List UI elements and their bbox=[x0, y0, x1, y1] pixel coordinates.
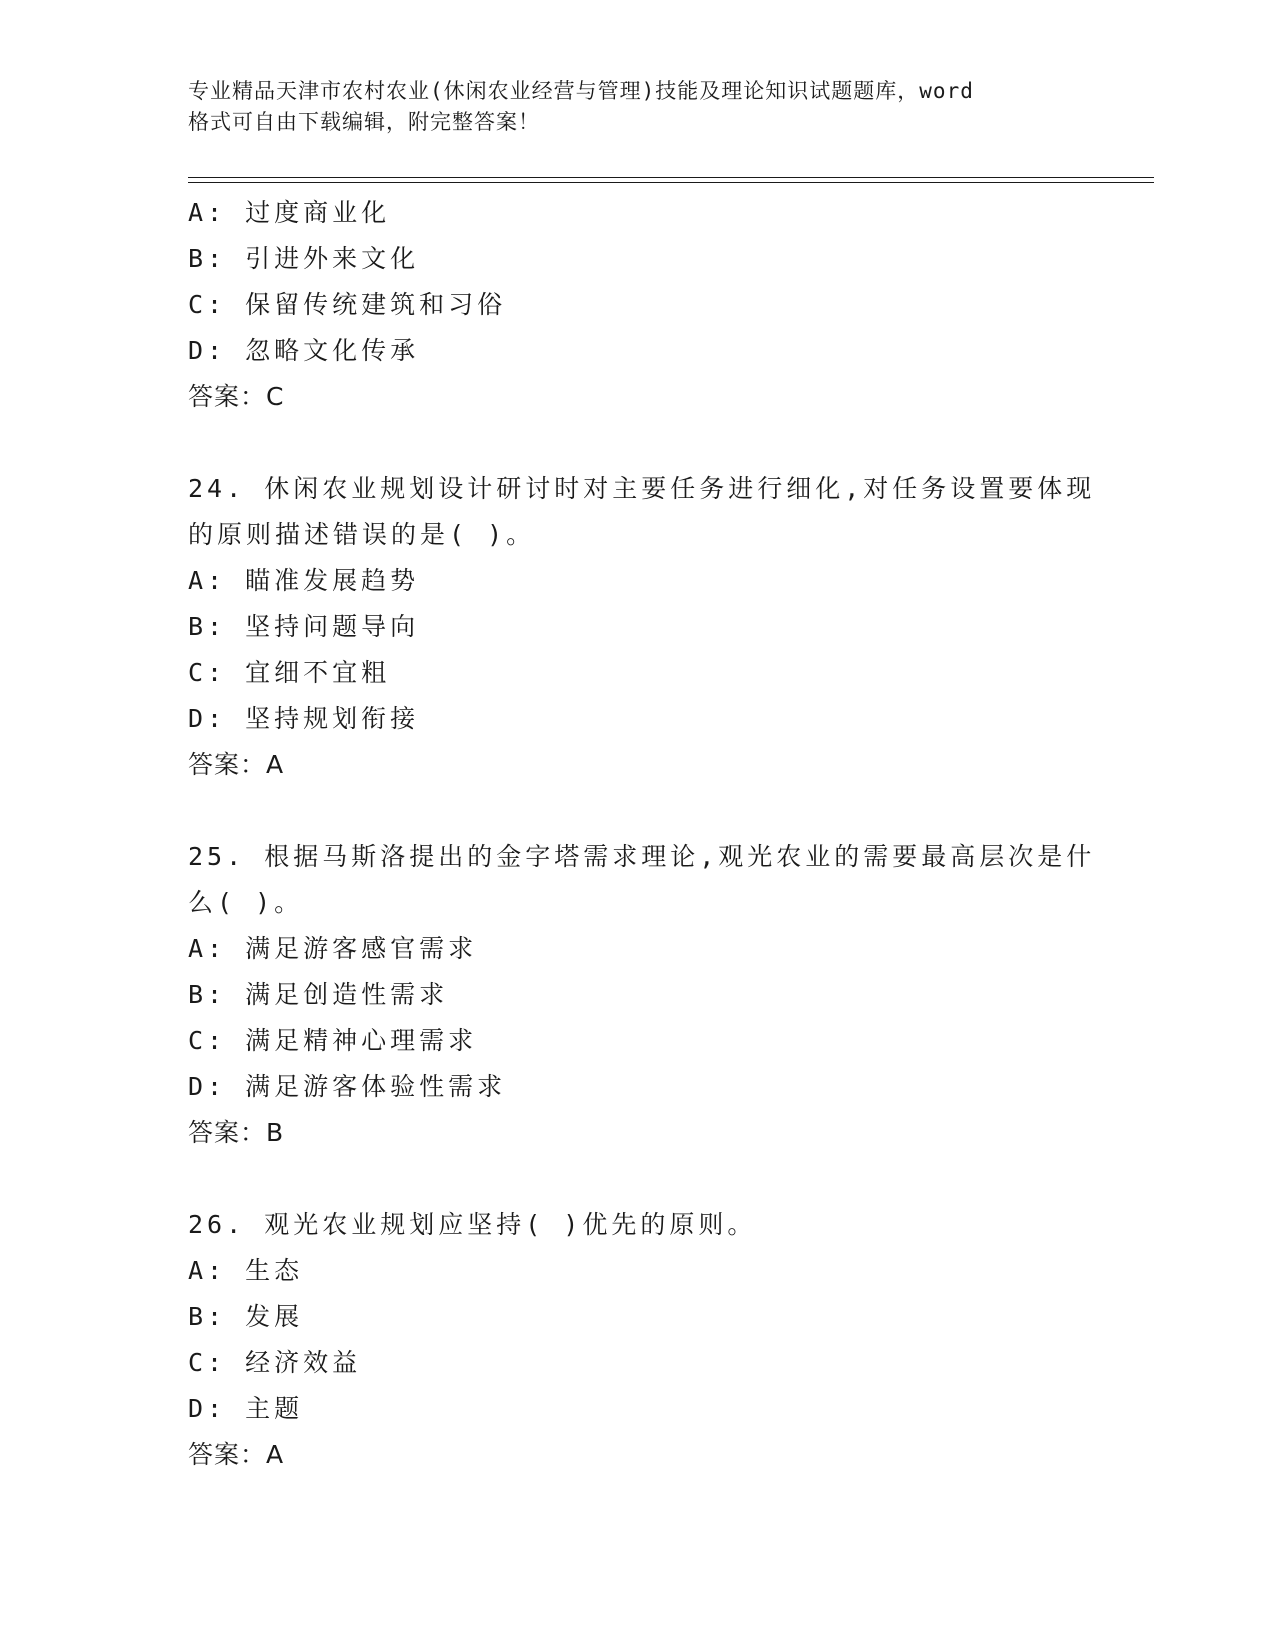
question-26 bbox=[188, 1202, 1088, 1478]
answer-line: 答案：A bbox=[188, 1440, 285, 1469]
question-text-line-2: 么( )。 bbox=[188, 888, 304, 917]
document-header bbox=[188, 76, 1088, 138]
option-a: A: 瞄准发展趋势 bbox=[188, 566, 420, 595]
question-text-line-2: 的原则描述错误的是( )。 bbox=[188, 520, 536, 549]
option-c: C: 经济效益 bbox=[188, 1348, 362, 1377]
spacer bbox=[188, 420, 1088, 466]
header-divider-bottom bbox=[188, 182, 1154, 183]
header-title-line-2: 格式可自由下载编辑，附完整答案！ bbox=[188, 110, 540, 134]
option-b: B: 坚持问题导向 bbox=[188, 612, 420, 641]
question-24 bbox=[188, 466, 1096, 788]
header-divider-top bbox=[188, 177, 1154, 178]
question-content bbox=[188, 190, 1096, 1478]
header-title-line-1: 专业精品天津市农村农业(休闲农业经营与管理)技能及理论知识试题题库，word bbox=[188, 79, 974, 103]
question-text-line-1: 25. 根据马斯洛提出的金字塔需求理论,观光农业的需要最高层次是什 bbox=[188, 842, 1096, 871]
question-text-line-1: 24. 休闲农业规划设计研讨时对主要任务进行细化,对任务设置要体现 bbox=[188, 474, 1096, 503]
option-b: B: 引进外来文化 bbox=[188, 244, 420, 273]
option-a: A: 过度商业化 bbox=[188, 198, 391, 227]
option-c: C: 满足精神心理需求 bbox=[188, 1026, 478, 1055]
option-b: B: 发展 bbox=[188, 1302, 304, 1331]
option-d: D: 满足游客体验性需求 bbox=[188, 1072, 507, 1101]
option-c: C: 宜细不宜粗 bbox=[188, 658, 391, 687]
option-b: B: 满足创造性需求 bbox=[188, 980, 449, 1009]
option-c: C: 保留传统建筑和习俗 bbox=[188, 290, 507, 319]
option-d: D: 主题 bbox=[188, 1394, 304, 1423]
option-a: A: 满足游客感官需求 bbox=[188, 934, 478, 963]
answer-line: 答案：A bbox=[188, 750, 285, 779]
question-23-continuation bbox=[188, 190, 1088, 420]
spacer bbox=[188, 788, 1088, 834]
spacer bbox=[188, 1156, 1088, 1202]
answer-line: 答案：C bbox=[188, 382, 285, 411]
option-d: D: 忽略文化传承 bbox=[188, 336, 420, 365]
option-d: D: 坚持规划衔接 bbox=[188, 704, 420, 733]
question-text-line-1: 26. 观光农业规划应坚持( )优先的原则。 bbox=[188, 1210, 757, 1239]
answer-line: 答案：B bbox=[188, 1118, 285, 1147]
option-a: A: 生态 bbox=[188, 1256, 304, 1285]
question-25 bbox=[188, 834, 1096, 1156]
